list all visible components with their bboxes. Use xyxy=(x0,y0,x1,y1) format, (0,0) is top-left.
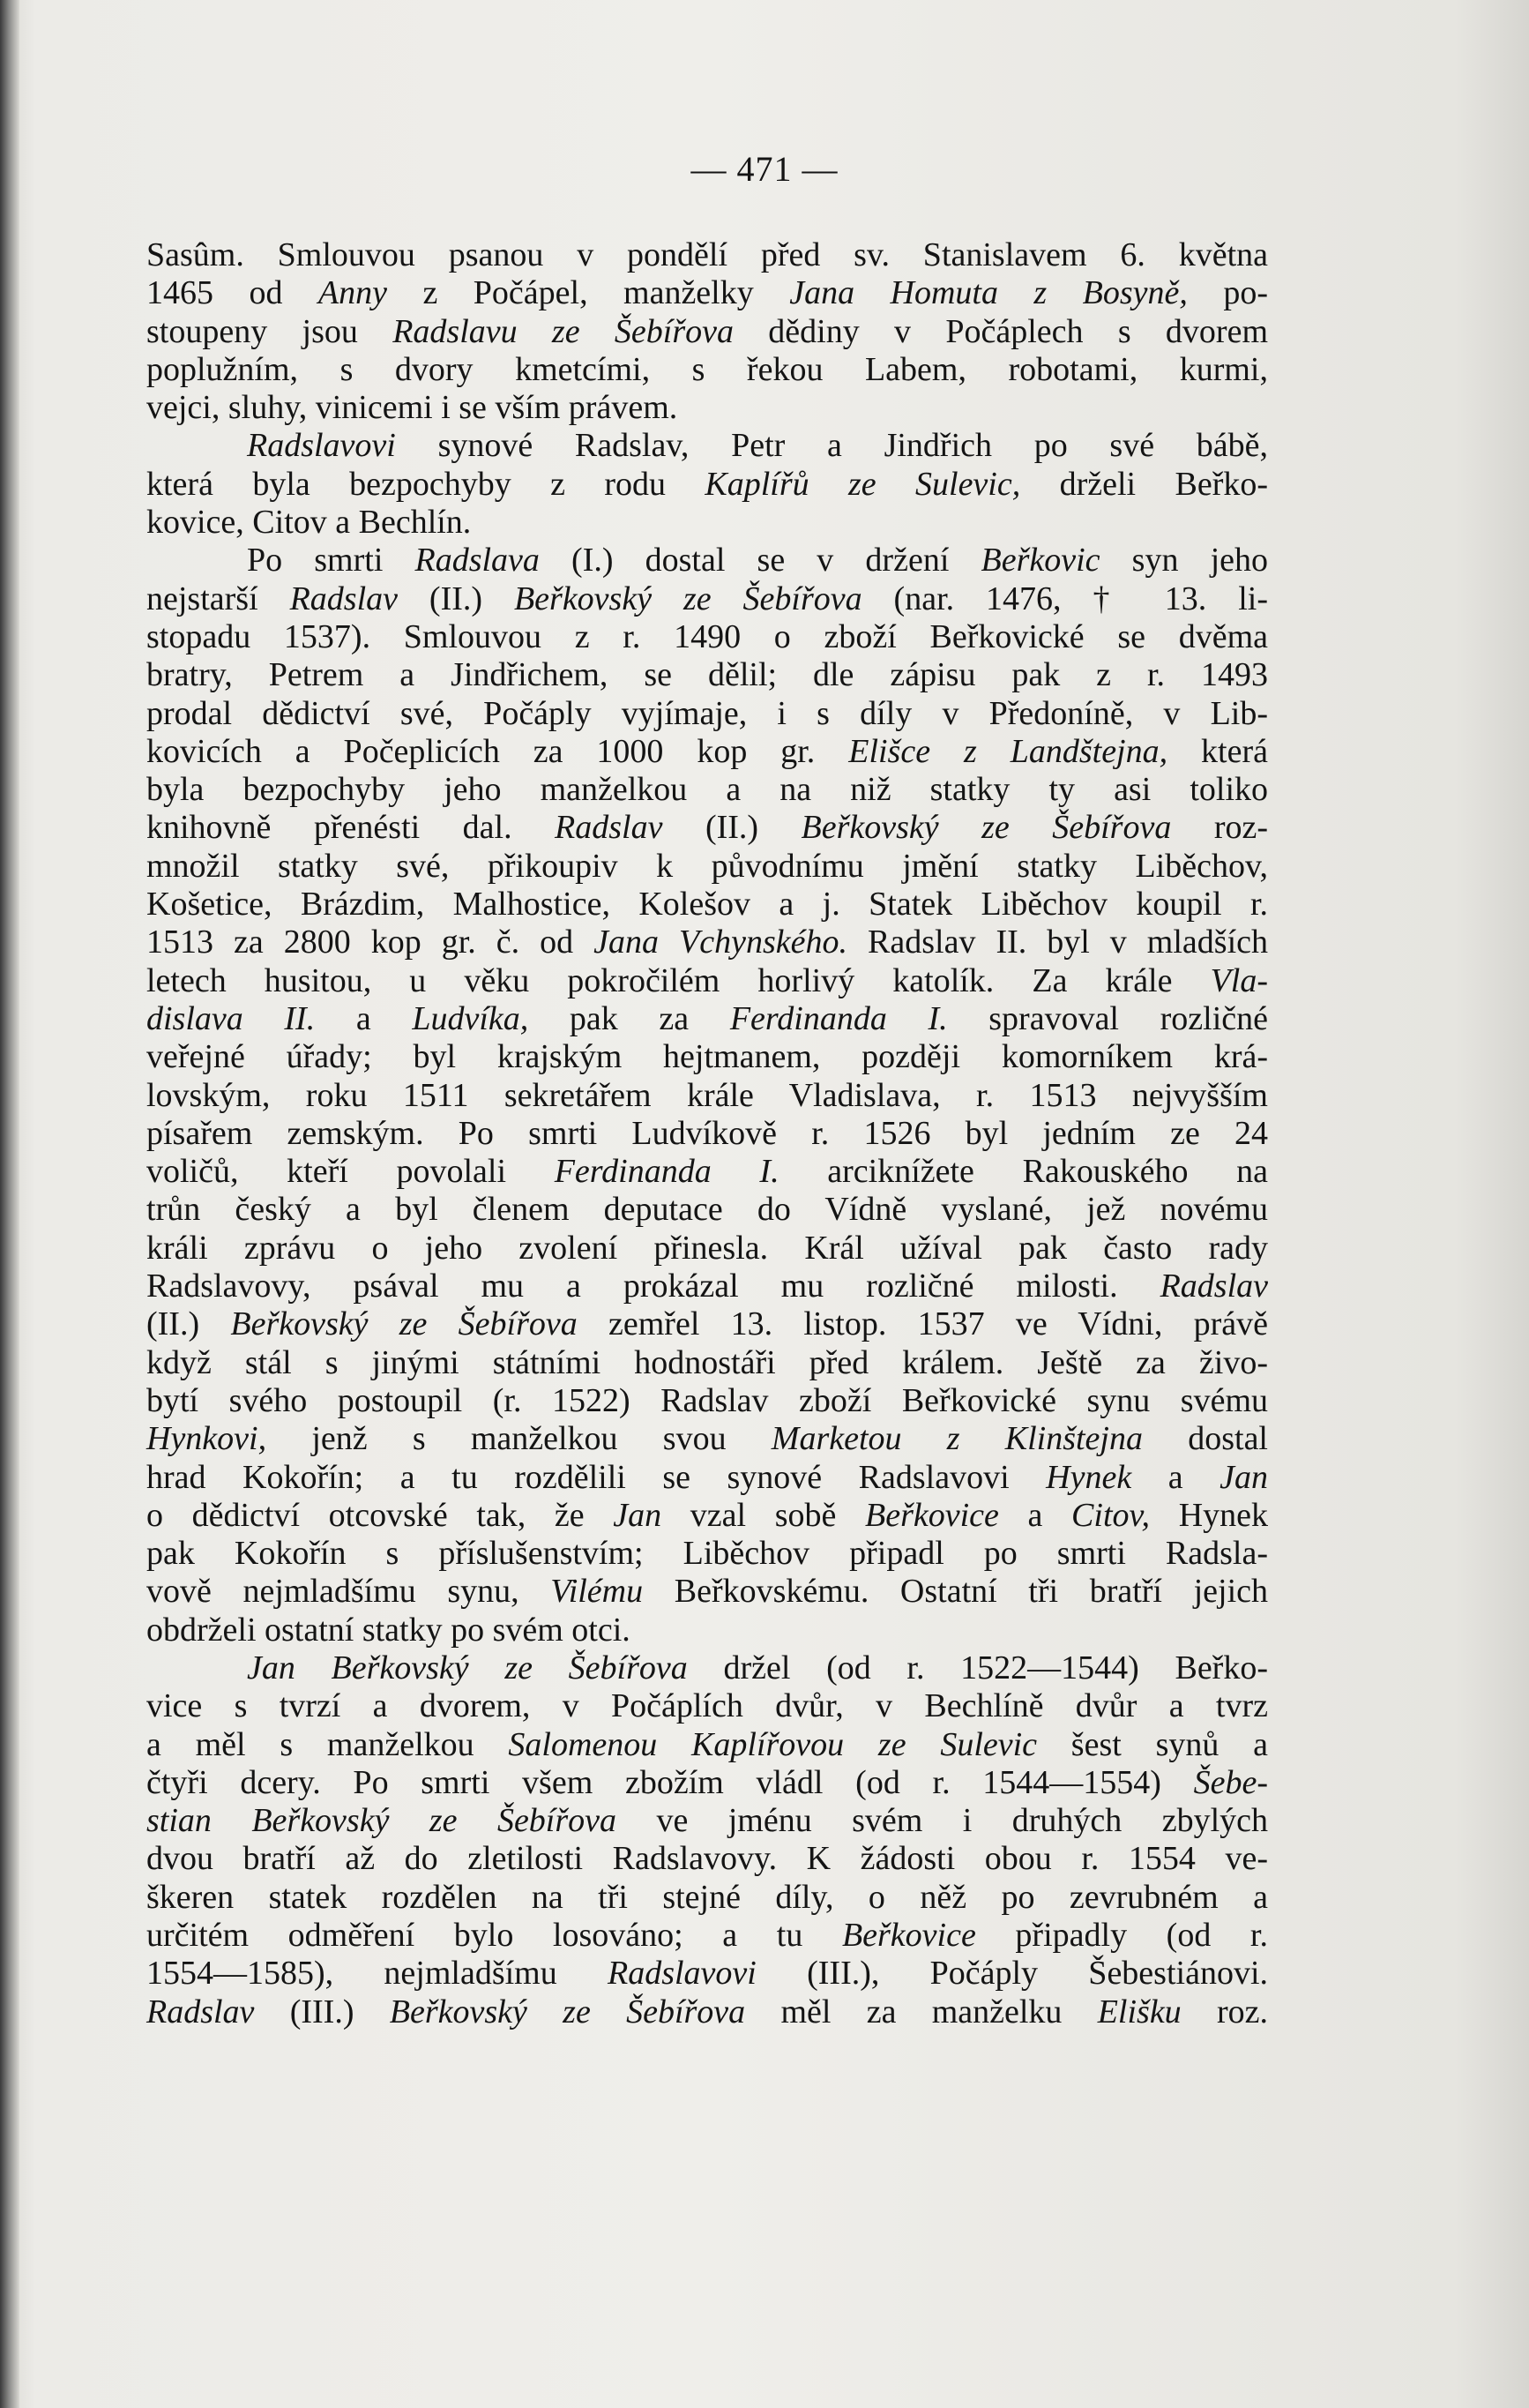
text-line xyxy=(146,1268,1268,1305)
italic-name: Radslava xyxy=(414,542,540,580)
text-line xyxy=(146,695,1268,733)
text-segment: určitém odměření bylo losováno; a tu xyxy=(146,1917,842,1955)
text-segment: když stál s jinými státními hodnostáři před králem. Ještě za živo- xyxy=(146,1343,1268,1381)
italic-name: Citov, xyxy=(1071,1496,1151,1534)
text-line xyxy=(146,848,1268,886)
italic-name: Anny xyxy=(317,274,387,312)
text-segment: škeren statek rozdělen na tři stejné díly, o něž po zevrubném a xyxy=(146,1878,1268,1916)
text-line xyxy=(146,466,1268,504)
text-segment: syn jeho xyxy=(1100,542,1268,580)
italic-name: Vilému xyxy=(550,1573,644,1611)
text-segment: a xyxy=(1131,1458,1220,1496)
text-line xyxy=(146,962,1268,1000)
text-line xyxy=(146,504,1268,542)
italic-name: Jan Beřkovský ze Šebířova xyxy=(247,1649,688,1686)
text-segment: poplužním, s dvory kmetcími, s řekou Labem, robotami, kurmi, xyxy=(146,350,1268,388)
text-line xyxy=(146,618,1268,656)
italic-name: Jan xyxy=(1219,1458,1268,1496)
text-line xyxy=(146,886,1268,924)
italic-name: Radslavovi xyxy=(607,1955,757,1993)
text-segment: a xyxy=(315,999,413,1037)
italic-name: Beřkovic xyxy=(981,542,1100,580)
text-segment: Po smrti xyxy=(247,542,415,580)
text-line xyxy=(146,1420,1268,1458)
text-segment: (III.) xyxy=(254,1993,390,2030)
text-line xyxy=(146,1305,1268,1343)
text-segment: trůn český a byl členem deputace do Vídně vyslané, jež novému xyxy=(146,1191,1268,1229)
text-segment: (II.) xyxy=(662,809,802,847)
italic-name: Ferdinanda I. xyxy=(729,999,948,1037)
italic-name: Marketou z Klinštejna xyxy=(771,1420,1143,1458)
text-line xyxy=(146,1459,1268,1497)
text-line xyxy=(146,1612,1268,1649)
text-segment: bytí svého postoupil (r. 1522) Radslav zboží Beřkovické synu svému xyxy=(146,1381,1268,1419)
text-segment: pak Kokořín s příslušenstvím; Liběchov připadl po smrti Radsla- xyxy=(146,1535,1268,1573)
italic-name: dislava II. xyxy=(146,999,316,1037)
text-segment: (I.) dostal se v držení xyxy=(539,542,981,580)
text-segment: 1465 od xyxy=(146,274,318,312)
text-segment: množil statky své, přikoupiv k původnímu jmění statky Liběchov, xyxy=(146,847,1268,885)
text-line xyxy=(146,1802,1268,1840)
text-line xyxy=(146,1840,1268,1878)
text-line xyxy=(146,1077,1268,1115)
text-segment: knihovně přenésti dal. xyxy=(146,809,556,847)
text-segment: nejstarší xyxy=(146,580,290,617)
text-line xyxy=(146,656,1268,694)
text-line xyxy=(146,1879,1268,1917)
text-segment: držel (od r. 1522—1544) Beřko- xyxy=(687,1649,1268,1686)
text-line xyxy=(146,1497,1268,1535)
text-line xyxy=(146,1573,1268,1611)
italic-name: Hynek xyxy=(1046,1458,1132,1496)
text-line xyxy=(146,1038,1268,1076)
text-line xyxy=(146,1191,1268,1229)
italic-name: Elišce z Landštejna, xyxy=(848,732,1168,770)
text-segment: voličů, kteří povolali xyxy=(146,1153,555,1191)
text-segment: králi zprávu o jeho zvolení přinesla. Král užíval pak často rady xyxy=(146,1229,1268,1267)
text-line xyxy=(146,1764,1268,1802)
italic-name: Jana Vchynského. xyxy=(593,924,848,961)
text-segment: a xyxy=(998,1496,1072,1534)
italic-name: Radslav xyxy=(289,580,398,617)
text-segment: veřejné úřady; byl krajským hejtmanem, později komorníkem krá- xyxy=(146,1038,1268,1076)
text-segment: (II.) xyxy=(398,580,514,617)
text-segment: obdrželi ostatní statky po svém otci. xyxy=(146,1611,630,1649)
text-line xyxy=(146,351,1268,389)
text-segment: spravoval rozličné xyxy=(947,999,1268,1037)
italic-name: Ferdinanda I. xyxy=(554,1153,779,1191)
italic-name: Elišku xyxy=(1097,1993,1182,2030)
text-line xyxy=(146,236,1268,274)
text-segment: letech husitou, u věku pokročilém horlivý katolík. Za krále xyxy=(146,961,1211,999)
text-segment: hrad Kokořín; a tu rozdělili se synové Radslavovi xyxy=(146,1458,1047,1496)
text-segment: drželi Beřko- xyxy=(1020,465,1268,503)
text-segment: roz- xyxy=(1171,809,1268,847)
italic-name: Jan xyxy=(613,1496,662,1534)
text-segment: z Počápel, manželky xyxy=(387,274,790,312)
text-segment: bratry, Petrem a Jindřichem, se dělil; dle zápisu pak z r. 1493 xyxy=(146,656,1268,694)
italic-name: Beřkovský ze Šebířova xyxy=(801,809,1172,847)
text-segment: vejci, sluhy, vinicemi i se vším právem. xyxy=(146,389,678,427)
italic-name: Radslav xyxy=(146,1993,255,2030)
text-line xyxy=(146,771,1268,809)
text-segment: dědiny v Počáplech s dvorem xyxy=(733,312,1269,350)
text-segment: stopadu 1537). Smlouvou z r. 1490 o zboží Beřkovické se dvěma xyxy=(146,617,1268,655)
text-line xyxy=(146,313,1268,351)
text-segment: o dědictví otcovské tak, že xyxy=(146,1496,614,1534)
text-segment: měl za manželku xyxy=(745,1993,1098,2030)
italic-name: Beřkovský ze Šebířova xyxy=(230,1305,578,1343)
italic-name: Radslav xyxy=(1160,1268,1268,1305)
text-segment: připadly (od r. xyxy=(975,1917,1268,1955)
text-segment: kovice, Citov a Bechlín. xyxy=(146,504,472,542)
text-line xyxy=(146,1649,1268,1687)
text-segment: vově nejmladšímu synu, xyxy=(146,1573,551,1611)
text-segment: synové Radslav, Petr a Jindřich po své bábě, xyxy=(395,427,1268,465)
text-segment: arciknížete Rakouského na xyxy=(779,1153,1269,1191)
text-line xyxy=(146,542,1268,580)
text-segment: stoupeny jsou xyxy=(146,312,393,350)
text-line xyxy=(146,1382,1268,1420)
text-segment: ve jménu svém i druhých zbylých xyxy=(616,1802,1268,1840)
text-line xyxy=(146,580,1268,618)
italic-name: Beřkovský ze Šebířova xyxy=(513,580,862,617)
italic-name: Beřkovský ze Šebířova xyxy=(389,1993,746,2030)
text-segment: pak za xyxy=(528,999,730,1037)
text-segment: Hynek xyxy=(1150,1496,1269,1534)
text-line xyxy=(146,274,1268,312)
text-line xyxy=(146,389,1268,427)
italic-name: Radslavu ze Šebířova xyxy=(392,312,734,350)
text-segment: vzal sobě xyxy=(661,1496,866,1534)
italic-name: Kaplířů ze Sulevic, xyxy=(705,465,1021,503)
text-segment: vice s tvrzí a dvorem, v Počáplích dvůr, v Bechlíně dvůr a tvrz xyxy=(146,1687,1268,1725)
italic-name: Beřkovice xyxy=(865,1496,999,1534)
text-line xyxy=(146,1000,1268,1038)
text-line xyxy=(146,1153,1268,1191)
italic-name: Ludvíka, xyxy=(412,999,529,1037)
text-segment: Radslav II. byl v mladších xyxy=(847,924,1269,961)
italic-name: Salomenou Kaplířovou ze Sulevic xyxy=(508,1725,1038,1763)
italic-name: Radslav xyxy=(555,809,663,847)
text-segment: jenž s manželkou svou xyxy=(266,1420,772,1458)
text-segment: Beřkovskému. Ostatní tři bratří jejich xyxy=(643,1573,1268,1611)
text-segment: roz. xyxy=(1181,1993,1268,2030)
text-line xyxy=(146,733,1268,771)
text-line xyxy=(146,427,1268,465)
text-line xyxy=(146,1687,1268,1725)
text-segment: dvou bratří až do zletilosti Radslavovy. K žádosti obou r. 1554 ve- xyxy=(146,1840,1268,1878)
text-segment: písařem zemským. Po smrti Ludvíkově r. 1526 byl jedním ze 24 xyxy=(146,1114,1268,1152)
text-segment: prodal dědictví své, Počáply vyjímaje, i s díly v Předoníně, v Lib- xyxy=(146,694,1268,732)
text-line xyxy=(146,1917,1268,1955)
text-segment: kovicích a Počeplicích za 1000 kop gr. xyxy=(146,732,849,770)
italic-name: Beřkovice xyxy=(841,1917,976,1955)
text-segment: zemřel 13. listop. 1537 ve Vídni, právě xyxy=(577,1305,1268,1343)
text-segment: a měl s manželkou xyxy=(146,1725,509,1763)
page-number: — 471 — xyxy=(690,149,839,189)
italic-name: Vla- xyxy=(1210,961,1268,999)
text-segment: lovským, roku 1511 sekretářem krále Vladislava, r. 1513 nejvyšším xyxy=(146,1076,1268,1114)
text-line xyxy=(146,1115,1268,1153)
text-line xyxy=(146,1955,1268,1993)
text-segment: 1554—1585), nejmladšímu xyxy=(146,1955,608,1993)
text-segment: která xyxy=(1167,732,1268,770)
text-segment: (III.), Počáply Šebestiánovi. xyxy=(756,1955,1269,1993)
italic-name: Šebe- xyxy=(1193,1763,1268,1801)
text-segment: po- xyxy=(1187,274,1269,312)
text-segment: byla bezpochyby jeho manželkou a na niž statky ty asi toliko xyxy=(146,771,1268,809)
italic-name: stian Beřkovský ze Šebířova xyxy=(146,1802,617,1840)
text-segment: Radslavovy, psával mu a prokázal mu rozličné milosti. xyxy=(146,1268,1160,1305)
text-segment: 1513 za 2800 kop gr. č. od xyxy=(146,924,594,961)
text-line xyxy=(146,1535,1268,1573)
text-line xyxy=(146,1344,1268,1382)
text-segment: Sasûm. Smlouvou psanou v pondělí před sv. Stanislavem 6. května xyxy=(146,236,1268,273)
italic-name: Hynkovi, xyxy=(146,1420,267,1458)
italic-name: Jana Homuta z Bosyně, xyxy=(789,274,1188,312)
text-segment: Košetice, Brázdim, Malhostice, Kolešov a j. Statek Liběchov koupil r. xyxy=(146,886,1268,924)
body-text xyxy=(146,236,1268,2031)
text-segment: čtyři dcery. Po smrti všem zbožím vládl (od r. 1544—1554) xyxy=(146,1763,1194,1801)
text-segment: (II.) xyxy=(146,1305,231,1343)
text-line xyxy=(146,1993,1268,2031)
text-segment: dostal xyxy=(1143,1420,1268,1458)
text-line xyxy=(146,809,1268,847)
text-line xyxy=(146,1230,1268,1268)
text-line xyxy=(146,1726,1268,1764)
text-line xyxy=(146,924,1268,961)
page-binding-edge xyxy=(0,0,19,2408)
italic-name: Radslavovi xyxy=(247,427,396,465)
text-segment: (nar. 1476, † 13. li- xyxy=(861,580,1268,617)
text-segment: šest synů a xyxy=(1037,1725,1268,1763)
text-segment: která byla bezpochyby z rodu xyxy=(146,465,705,503)
